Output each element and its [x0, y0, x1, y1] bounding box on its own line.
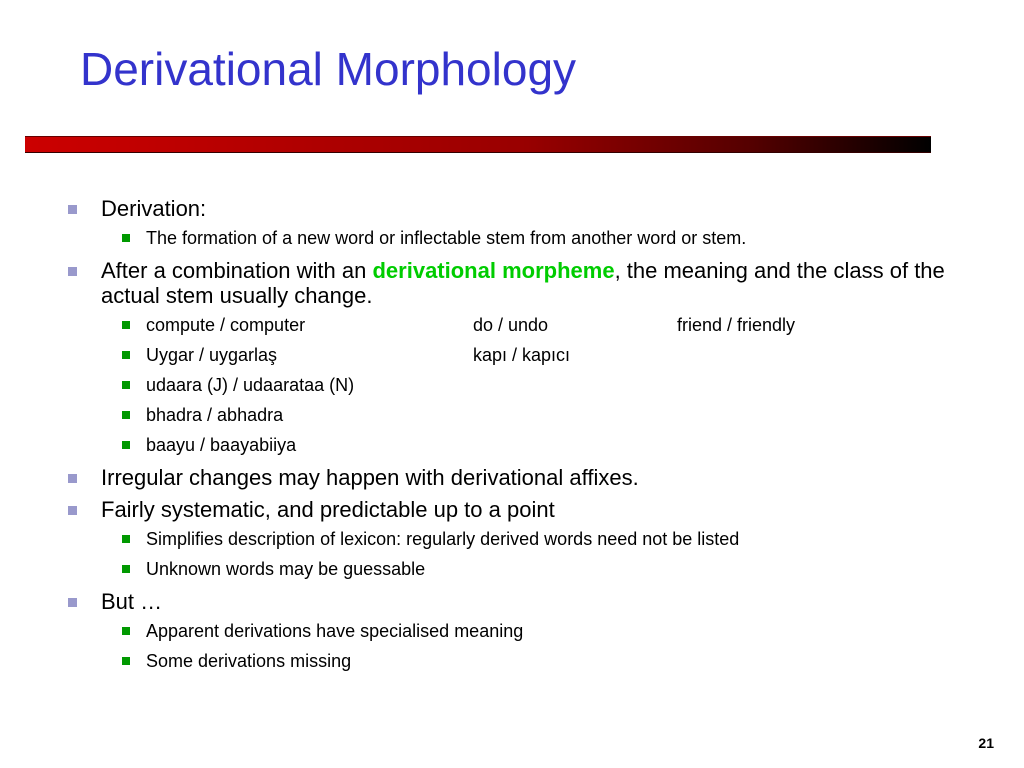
- bullet-text: Fairly systematic, and predictable up to a point: [101, 497, 555, 522]
- square-bullet-icon: [122, 321, 130, 329]
- sub-bullet-text: Apparent derivations have specialised meaning: [146, 621, 524, 641]
- sub-bullet-text: Unknown words may be guessable: [146, 559, 426, 579]
- bullet-text: Derivation:: [101, 196, 207, 221]
- sub-bullet-baayu: [67, 435, 967, 456]
- sub-bullet-udaara: [67, 375, 967, 396]
- sub-bullet-apparent: [67, 621, 967, 642]
- square-bullet-icon: [122, 441, 130, 449]
- slide-title: Derivational Morphology: [80, 43, 577, 95]
- square-bullet-icon: [122, 411, 130, 419]
- square-bullet-icon: [68, 267, 77, 276]
- title-divider-bar: [25, 136, 931, 153]
- sub-bullet-text: Some derivations missing: [146, 651, 352, 671]
- square-bullet-icon: [122, 234, 130, 242]
- sub-bullet-text: baayu / baayabiiya: [146, 435, 297, 455]
- bullet-derivation: [67, 196, 967, 221]
- bullet-text-part: After a combination with an: [101, 258, 373, 283]
- bullet-text: But …: [101, 589, 163, 614]
- square-bullet-icon: [68, 598, 77, 607]
- sub-bullet-text: Simplifies description of lexicon: regularly derived words need not be listed: [146, 529, 740, 549]
- sub-bullet-examples-row-2: [67, 345, 967, 366]
- bullet-systematic: [67, 497, 967, 522]
- slide-body: [67, 196, 967, 681]
- square-bullet-icon: [68, 205, 77, 214]
- sub-bullet-derivation-definition: [67, 228, 967, 249]
- sub-bullet-examples-row-1: [67, 315, 967, 336]
- square-bullet-icon: [68, 506, 77, 515]
- highlighted-term: derivational morpheme: [372, 258, 615, 283]
- square-bullet-icon: [122, 657, 130, 665]
- example-undo: do / undo: [473, 315, 549, 335]
- page-number: 21: [978, 735, 994, 751]
- sub-bullet-missing: [67, 651, 967, 672]
- bullet-text: Irregular changes may happen with derivational affixes.: [101, 465, 639, 490]
- sub-bullet-simplifies: [67, 529, 967, 550]
- sub-bullet-text: udaara (J) / udaarataa (N): [146, 375, 355, 395]
- square-bullet-icon: [122, 381, 130, 389]
- bullet-irregular: [67, 465, 967, 490]
- sub-bullet-text: bhadra / abhadra: [146, 405, 284, 425]
- bullet-combination: [67, 258, 967, 308]
- square-bullet-icon: [122, 627, 130, 635]
- example-compute: compute / computer: [146, 315, 306, 335]
- example-uygar: Uygar / uygarlaş: [146, 345, 278, 365]
- sub-bullet-bhadra: [67, 405, 967, 426]
- square-bullet-icon: [68, 474, 77, 483]
- sub-bullet-text: The formation of a new word or inflectable stem from another word or stem.: [146, 228, 747, 248]
- example-kapi: kapı / kapıcı: [473, 345, 571, 365]
- bullet-text-part: , the meaning and the class of the actual stem usually change.: [101, 258, 945, 308]
- example-friendly: friend / friendly: [677, 315, 796, 335]
- bullet-but: [67, 589, 967, 614]
- sub-bullet-unknown-words: [67, 559, 967, 580]
- square-bullet-icon: [122, 565, 130, 573]
- square-bullet-icon: [122, 535, 130, 543]
- square-bullet-icon: [122, 351, 130, 359]
